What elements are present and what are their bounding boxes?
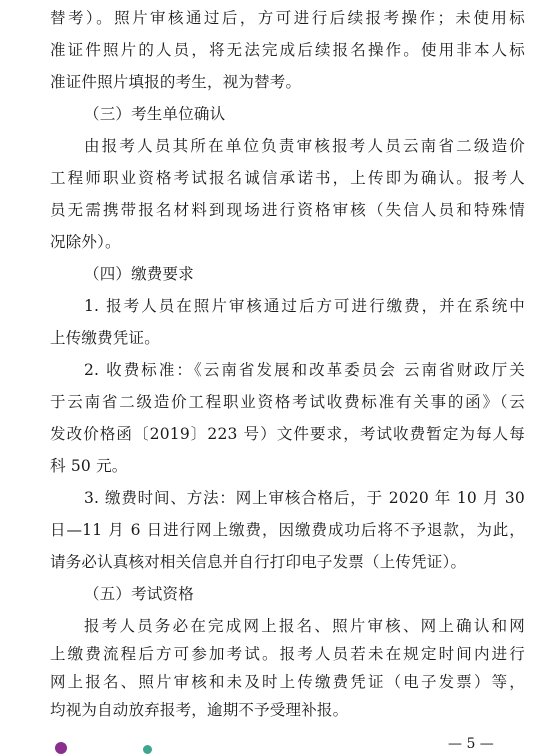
paragraph-line: 1. 报考人员在照片审核通过后方可进行缴费，并在系统中 [84,297,525,315]
paragraph-line: 上传缴费凭证。 [50,329,160,347]
page-number: — 5 — [448,736,494,752]
paragraph-line: 均视为自动放弃报考，逾期不予受理补报。 [50,701,349,719]
paragraph-line: 况除外）。 [50,233,121,251]
paragraph-line: 发改价格函〔2019〕223 号）文件要求，考试收费暂定为每人每 [50,425,525,443]
paragraph-line: 准证件照片填报的考生，视为替考。 [50,73,302,91]
stamp-mark [55,742,67,754]
paragraph-line: 请务必认真核对相关信息并自行打印电子发票（上传凭证）。 [50,553,467,571]
paragraph-line: 网上报名、照片审核和未及时上传缴费凭证（电子发票）等， [50,673,525,691]
paragraph-line: 于云南省二级造价工程职业资格考试收费标准有关事的函》（云 [50,393,525,411]
paragraph-line: 准证件照片的人员，将无法完成后续报名操作。使用非本人标 [50,41,525,59]
paragraph-line: 上缴费流程后方可参加考试。报考人员若未在规定时间内进行 [50,645,525,663]
paragraph-line: 科 50 元。 [50,457,128,475]
paragraph-line: 员无需携带报名材料到现场进行资格审核（失信人员和特殊情 [50,201,525,219]
section-heading: （三）考生单位确认 [84,105,226,123]
paragraph-line: 替考）。照片审核通过后，方可进行后续报考操作；未使用标 [50,9,525,27]
section-heading: （五）考试资格 [84,585,194,603]
paragraph-line: 3. 缴费时间、方法：网上审核合格后，于 2020 年 10 月 30 [84,489,525,507]
paragraph-line: 日—11 月 6 日进行网上缴费，因缴费成功后将不予退款，为此， [50,521,525,539]
stamp-mark [143,745,152,754]
section-heading: （四）缴费要求 [84,265,194,283]
paragraph-line: 报考人员务必在完成网上报名、照片审核、网上确认和网 [84,617,525,635]
paragraph-line: 由报考人员其所在单位负责审核报考人员云南省二级造价 [84,137,525,155]
paragraph-line: 工程师职业资格考试报名诚信承诺书，上传即为确认。报考人 [50,169,525,187]
paragraph-line: 2. 收费标准：《云南省发展和改革委员会 云南省财政厅关 [84,361,525,379]
